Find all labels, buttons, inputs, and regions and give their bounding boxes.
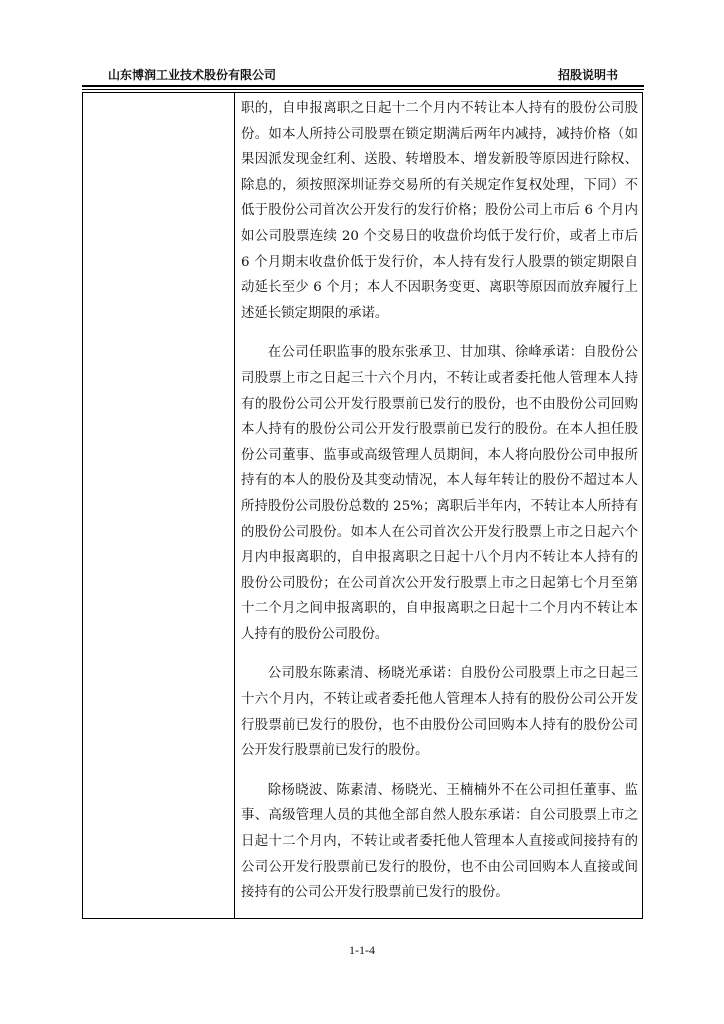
header-document-type: 招股说明书 <box>557 68 618 82</box>
header-rule <box>82 85 644 87</box>
paragraph-shareholder-commitment: 公司股东陈素清、杨晓光承诺：自股份公司股票上市之日起三十六个月内，不转让或者委托他人管理本人持有的股份公司公开发行股票前已发行的股份，也不由股份公司回购本人持有的股份公司公开发行股票前已发行的股份。 <box>241 666 638 759</box>
paragraph-supervisor-commitment: 在公司任职监事的股东张承卫、甘加琪、徐峰承诺：自股份公司股票上市之日起三十六个月内，不转让或者委托他人管理本人持有的股份公司公开发行股票前已发行的股份，也不由股份公司回购本人持有的股份公司公开发行股票前已发行的股份。在本人担任股份公司董事、监事或高级管理人员期间，本人将向股份公司申报所持有的本人的股份及其变动情况，本人每年转让的股份不超过本人所持股份公司股份总数的 25%；离职后半年内，不转让本人所持有的股份公司股份。如本人在公司首次公开发行股票上市之日起六个月内申报离职的，自申报离职之日起十八个月内不转让本人持有的股份公司股份；在公司首次公开发行股票上市之日起第七个月至第十二个月之间申报离职的，自申报离职之日起十二个月内不转让本人持有的股份公司股份。 <box>241 345 638 642</box>
header-company-name: 山东博润工业技术股份有限公司 <box>108 68 277 82</box>
header-rule-thin <box>82 89 644 90</box>
paragraph-other-shareholders-commitment: 除杨晓波、陈素清、杨晓光、王楠楠外不在公司担任董事、监事、高级管理人员的其他全部自然人股东承诺：自公司股票上市之日起十二个月内，不转让或者委托他人管理本人直接或间接持有的公司公开发行股票前已发行的股份，也不由公司回购本人直接或间接持有的公司公开发行股票前已发行的股份。 <box>241 782 638 901</box>
page-number: 1-1-4 <box>349 943 375 957</box>
paragraph-lockup-continuation: 职的，自申报离职之日起十二个月内不转让本人持有的股份公司股份。如本人所持公司股票在锁定期满后两年内减持，减持价格（如果因派发现金红利、送股、转增股本、增发新股等原因进行除权、除息的，须按照深圳证券交易所的有关规定作复权处理，下同）不低于股份公司首次公开发行的发行价格；股份公司上市后 6 个月内如公司股票连续 20 个交易日的收盘价均低于发行价，或者上市后 6 个月期末收盘价低于发行价，本人持有发行人股票的锁定期限自动延长至少 6 个月；本人不因职务变更、离职等原因而放弃履行上述延长锁定期限的承诺。 <box>241 101 638 321</box>
table-column-divider <box>234 92 235 919</box>
table-content-cell <box>241 96 638 920</box>
